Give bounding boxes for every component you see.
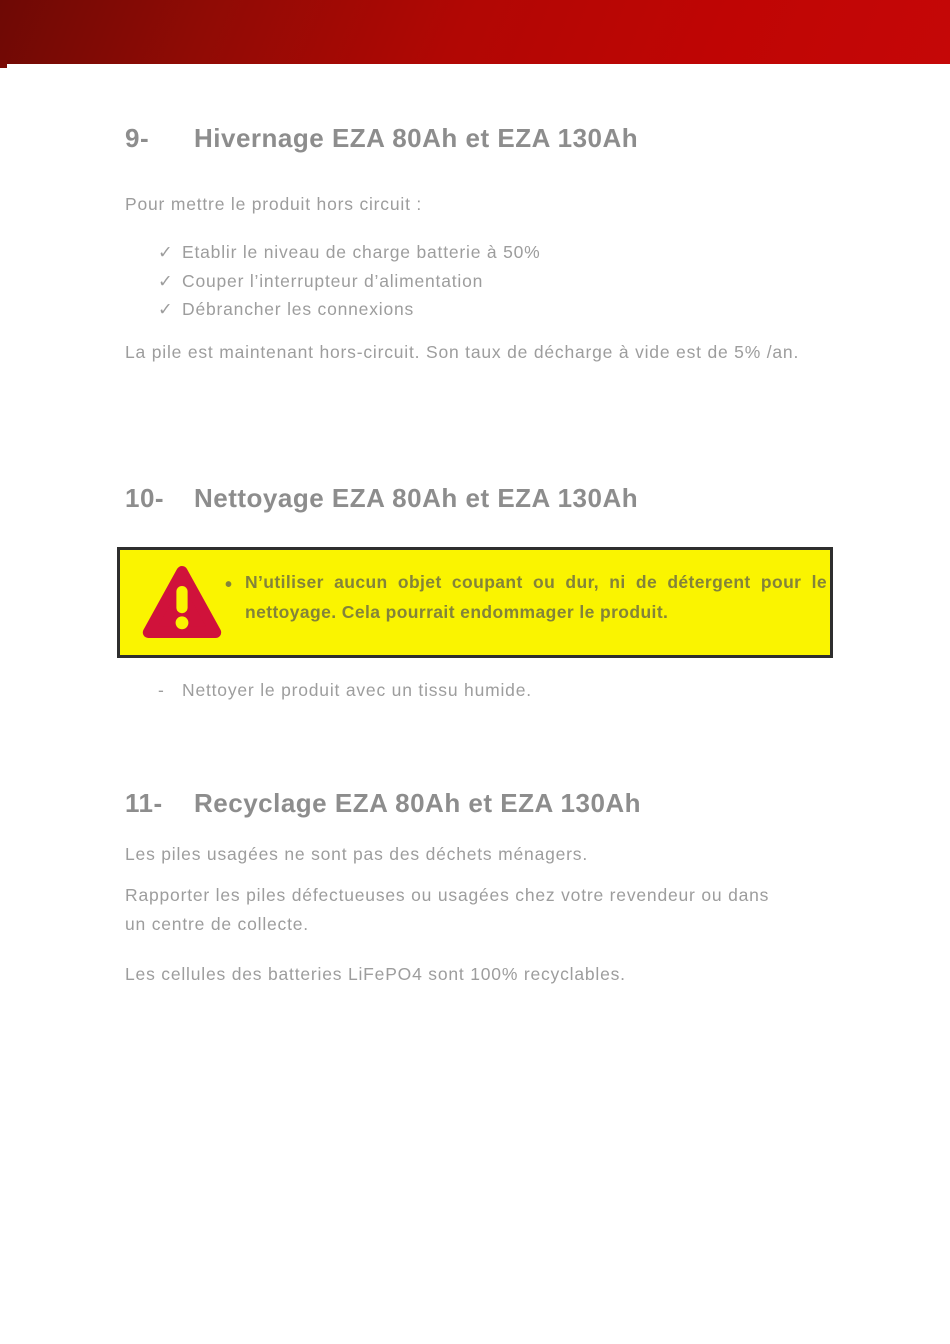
warning-triangle-icon <box>142 559 222 645</box>
section-number: 10- <box>125 482 165 513</box>
checklist-item-label: Débrancher les connexions <box>182 299 415 319</box>
checklist-item-label: Couper l’interrupteur d’alimentation <box>182 270 484 291</box>
section-heading-nettoyage <box>125 482 862 515</box>
checklist-item-label: Etablir le niveau de charge batterie à 50% <box>182 242 541 262</box>
recyclage-paragraph-line: Rapporter les piles défectueuses ou usagées chez votre revendeur ou dans <box>125 884 770 905</box>
section-number: 9- <box>125 123 150 153</box>
hivernage-checklist <box>125 238 862 324</box>
section-number: 11- <box>125 787 163 818</box>
warning-callout <box>117 547 833 658</box>
check-icon: ✓ <box>158 270 174 291</box>
nettoyage-instruction <box>125 679 862 701</box>
warning-text <box>245 567 827 627</box>
check-icon: ✓ <box>158 242 174 262</box>
hivernage-intro: Pour mettre le produit hors circuit : <box>125 194 423 214</box>
nettoyage-instruction-label: Nettoyer le produit avec un tissu humide. <box>182 679 532 700</box>
recyclage-paragraph-line: un centre de collecte. <box>125 913 309 934</box>
hivernage-outro: La pile est maintenant hors-circuit. Son taux de décharge à vide est de 5% /an. <box>125 341 800 362</box>
section-heading-recyclage <box>125 787 862 820</box>
recyclage-paragraph: Les piles usagées ne sont pas des déchets ménagers. <box>125 843 589 864</box>
checklist-item <box>125 295 862 324</box>
section-heading-hivernage <box>125 122 862 155</box>
section-title: Recyclage EZA 80Ah et EZA 130Ah <box>194 787 642 818</box>
warning-text-line: nettoyage. Cela pourrait endommager le produit. <box>245 601 669 622</box>
recyclage-paragraph: Les cellules des batteries LiFePO4 sont 100% recyclables. <box>125 963 626 984</box>
header-red-band <box>0 0 950 64</box>
checklist-item <box>125 267 862 296</box>
warning-bullet: • <box>225 573 233 596</box>
section-title: Nettoyage EZA 80Ah et EZA 130Ah <box>194 482 639 513</box>
checklist-item <box>125 238 862 267</box>
recyclage-paragraph <box>125 881 862 939</box>
page-content <box>0 64 950 985</box>
section-title: Hivernage EZA 80Ah et EZA 130Ah <box>194 123 639 153</box>
dash-bullet: - <box>158 679 165 700</box>
check-icon: ✓ <box>158 299 174 319</box>
warning-text-line: N’utiliser aucun objet coupant ou dur, ni de détergent pour le <box>245 571 827 592</box>
